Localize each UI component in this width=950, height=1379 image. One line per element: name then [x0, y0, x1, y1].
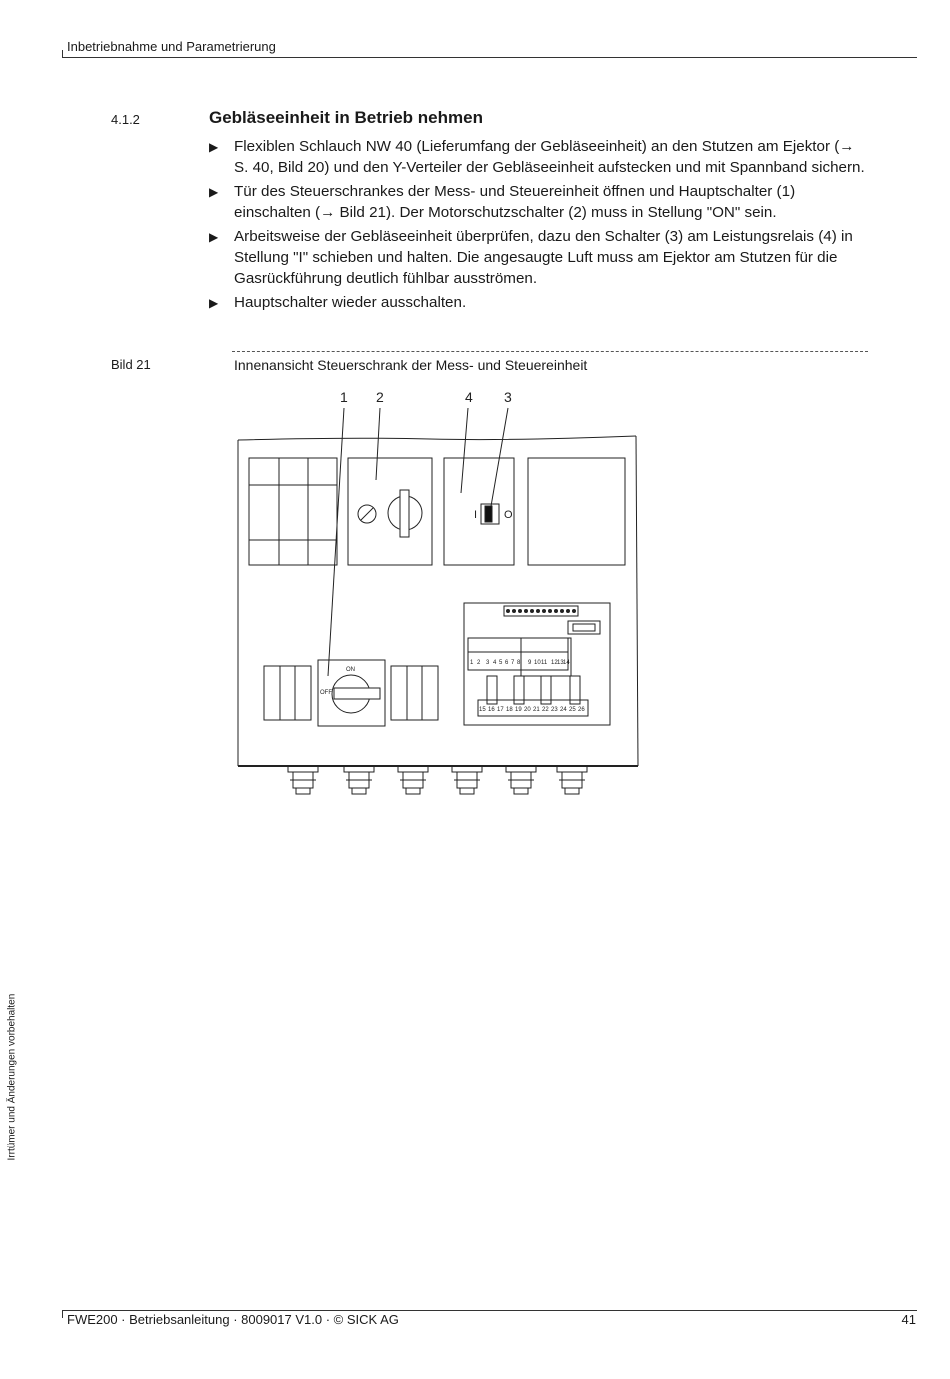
svg-text:10: 10: [534, 660, 541, 666]
slider-label-o: O: [504, 509, 513, 521]
cabinet-top-edge: [238, 436, 636, 440]
control-cabinet-figure: [230, 380, 650, 805]
header-rule: [62, 57, 917, 58]
running-header: Inbetriebnahme und Parametrierung: [67, 39, 276, 54]
main-switch-handle: [334, 688, 380, 699]
instruction-step: [209, 136, 869, 178]
leader-line-1: [328, 408, 344, 676]
svg-text:26: 26: [578, 707, 585, 713]
section-number: 4.1.2: [111, 112, 140, 127]
triangle-right-icon: ▶: [209, 140, 219, 154]
svg-text:8: 8: [517, 660, 521, 666]
slider-label-i: I: [474, 509, 478, 521]
svg-text:12: 12: [551, 660, 558, 666]
svg-text:9: 9: [528, 660, 532, 666]
svg-text:11: 11: [541, 660, 548, 666]
cable-glands: [288, 766, 587, 794]
svg-text:13: 13: [557, 660, 564, 666]
svg-text:15: 15: [479, 707, 486, 713]
svg-text:22: 22: [542, 707, 549, 713]
triangle-right-icon: ▶: [209, 185, 219, 199]
step-text: Flexiblen Schlauch NW 40 (Lieferumfang der Gebläseeinheit) an den Stutzen am Ejektor (→ S. 40, Bild 20) und den Y-Verteiler der Gebläseeinheit aufstecken und mit Spannband sichern.: [234, 138, 865, 176]
svg-text:21: 21: [533, 707, 540, 713]
svg-text:14: 14: [563, 660, 570, 666]
leader-line-2: [376, 408, 380, 480]
svg-text:4: 4: [493, 660, 497, 666]
svg-text:24: 24: [560, 707, 567, 713]
left-breaker-block: [264, 666, 311, 720]
figure-separator: [232, 351, 868, 352]
footer-document-info: FWE200 · Betriebsanleitung · 8009017 V1.0 · © SICK AG: [67, 1312, 399, 1327]
figure-label: Bild 21: [111, 357, 151, 372]
blank-module: [528, 458, 625, 565]
svg-text:23: 23: [551, 707, 558, 713]
instruction-list: [209, 136, 869, 316]
svg-text:16: 16: [488, 707, 495, 713]
triangle-right-icon: ▶: [209, 230, 219, 244]
triangle-right-icon: ▶: [209, 296, 219, 310]
right-breaker-block: [391, 666, 438, 720]
instruction-step: [209, 292, 869, 313]
svg-text:3: 3: [486, 660, 490, 666]
svg-text:5: 5: [499, 660, 503, 666]
figure-caption: Innenansicht Steuerschrank der Mess- und Steuereinheit: [234, 357, 588, 373]
switch-off-label: OFF: [320, 690, 332, 696]
svg-text:19: 19: [515, 707, 522, 713]
instruction-step: [209, 226, 869, 289]
callout-1: 1: [340, 389, 348, 405]
callout-3: 3: [504, 389, 512, 405]
page-number: 41: [901, 1312, 916, 1327]
motor-protection-switch: [348, 458, 432, 565]
svg-text:25: 25: [569, 707, 576, 713]
step-text: Arbeitsweise der Gebläseeinheit überprüfen, dazu den Schalter (3) am Leistungsrelais (4) in Stellung "I" schieben und halten. Die angesaugte Luft muss am Ejektor am Stutzen für die Gasrückführung deutlich fühlbar ausströmen.: [234, 228, 853, 287]
leader-line-4: [461, 408, 468, 493]
svg-text:18: 18: [506, 707, 513, 713]
switch-on-label: ON: [346, 667, 355, 673]
knob-handle: [400, 490, 409, 537]
callout-4: 4: [465, 389, 473, 405]
step-text: Tür des Steuerschrankes der Mess- und Steuereinheit öffnen und Hauptschalter (1) einschalten (→ Bild 21). Der Motorschutzschalter (2) muss in Stellung "ON" sein.: [234, 183, 796, 221]
step-text: Hauptschalter wieder ausschalten.: [234, 294, 467, 311]
disclaimer-note: Irrtümer und Änderungen vorbehalten: [6, 993, 18, 1161]
callout-2: 2: [376, 389, 384, 405]
cabinet-right-wall: [636, 436, 638, 766]
svg-text:6: 6: [505, 660, 509, 666]
svg-text:1: 1: [470, 660, 474, 666]
fuse-block: [249, 458, 337, 565]
svg-text:7: 7: [511, 660, 515, 666]
control-cabinet-drawing: [230, 380, 650, 800]
footer-rule: [62, 1310, 917, 1311]
svg-text:20: 20: [524, 707, 531, 713]
section-title: Gebläseeinheit in Betrieb nehmen: [209, 108, 483, 127]
slide-switch-knob: [485, 506, 492, 522]
instruction-step: [209, 181, 869, 223]
footer-tick: [62, 1310, 63, 1318]
svg-text:2: 2: [477, 660, 481, 666]
leader-line-3: [490, 408, 508, 512]
svg-text:17: 17: [497, 707, 504, 713]
